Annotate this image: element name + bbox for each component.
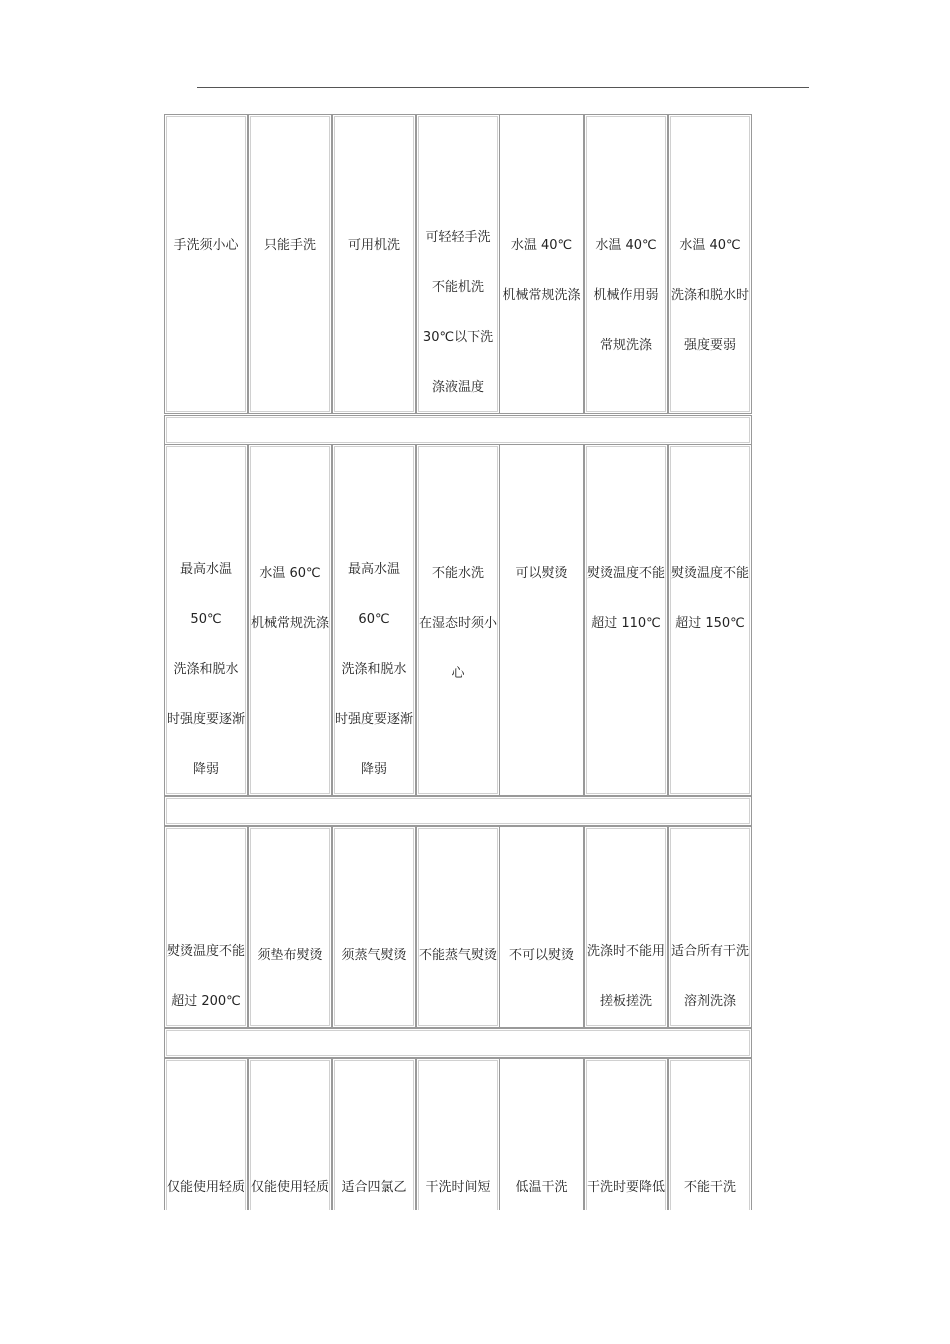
cell-text: 不能水洗 xyxy=(431,566,484,581)
cell-text: 在湿态时须小 xyxy=(418,616,497,631)
cell-text: 涤液温度 xyxy=(431,380,484,395)
cell-text: 水温 60℃ xyxy=(259,566,321,581)
table-cell xyxy=(164,1058,248,1210)
cell-text: 水温 40℃ xyxy=(595,238,657,253)
table-cell xyxy=(584,1058,668,1210)
cell-text: 干洗时要降低 xyxy=(586,1180,665,1195)
cell-text: 时强度要逐渐 xyxy=(166,712,245,727)
table-cell xyxy=(248,444,332,796)
table-cell xyxy=(416,826,500,1028)
cell-text: 50℃ xyxy=(190,612,222,627)
cell-text: 熨烫温度不能 xyxy=(670,566,749,581)
table-cell xyxy=(332,1058,416,1210)
cell-text: 常规洗涤 xyxy=(599,338,652,353)
table-cell xyxy=(332,114,416,414)
cell-text: 超过 110℃ xyxy=(591,616,661,631)
cell-text: 超过 200℃ xyxy=(171,994,241,1009)
table-row xyxy=(164,826,752,1028)
cell-text: 适合所有干洗 xyxy=(670,944,749,959)
table-cell xyxy=(500,826,584,1028)
table-cell xyxy=(668,114,752,414)
cell-text: 最高水温 xyxy=(179,562,232,577)
table-cell xyxy=(248,826,332,1028)
cell-text: 机械常规洗涤 xyxy=(250,616,329,631)
cell-text: 心 xyxy=(451,666,465,681)
cell-text: 时强度要逐渐 xyxy=(334,712,413,727)
table-cell xyxy=(668,826,752,1028)
cell-text: 不能蒸气熨烫 xyxy=(418,948,497,963)
table-cell xyxy=(500,444,584,796)
cell-text: 干洗时间短 xyxy=(425,1180,491,1195)
row-separator xyxy=(164,1028,752,1058)
table-cell xyxy=(164,114,248,414)
table-cell xyxy=(416,114,500,414)
cell-text: 机械作用弱 xyxy=(593,288,659,303)
cell-text: 30℃以下洗 xyxy=(422,330,494,345)
table-row xyxy=(164,1058,752,1210)
cell-text: 可轻轻手洗 xyxy=(425,230,491,245)
cell-text: 不能机洗 xyxy=(431,280,484,295)
header-rule xyxy=(197,87,809,88)
cell-text: 最高水温 xyxy=(347,562,400,577)
table-cell xyxy=(584,444,668,796)
cell-text: 降弱 xyxy=(192,762,219,777)
cell-text: 超过 150℃ xyxy=(675,616,745,631)
cell-text: 仅能使用轻质 xyxy=(166,1180,245,1195)
table-cell xyxy=(584,826,668,1028)
row-separator xyxy=(164,415,752,445)
cell-text: 降弱 xyxy=(360,762,387,777)
cell-text: 洗涤时不能用 xyxy=(586,944,665,959)
cell-text: 须蒸气熨烫 xyxy=(341,948,407,963)
cell-text: 强度要弱 xyxy=(683,338,736,353)
table-cell xyxy=(668,1058,752,1210)
cell-text: 低温干洗 xyxy=(515,1180,568,1195)
cell-text: 只能手洗 xyxy=(263,238,316,253)
table-cell xyxy=(164,444,248,796)
table-row xyxy=(164,444,752,796)
cell-text: 水温 40℃ xyxy=(510,238,573,253)
cell-text: 洗涤和脱水 xyxy=(341,662,407,677)
cell-text: 60℃ xyxy=(358,612,390,627)
table-cell xyxy=(164,826,248,1028)
cell-text: 可以熨烫 xyxy=(515,566,568,581)
cell-text: 须垫布熨烫 xyxy=(257,948,323,963)
table-cell xyxy=(416,1058,500,1210)
cell-text: 机械常规洗涤 xyxy=(502,288,581,303)
cell-text: 手洗须小心 xyxy=(173,238,239,253)
table-cell xyxy=(248,114,332,414)
cell-text: 水温 40℃ xyxy=(679,238,741,253)
table-cell xyxy=(500,114,584,414)
cell-text: 适合四氯乙 xyxy=(341,1180,407,1195)
table-cell xyxy=(332,826,416,1028)
row-separator xyxy=(164,796,752,826)
cell-text: 仅能使用轻质 xyxy=(250,1180,329,1195)
cell-text: 搓板搓洗 xyxy=(599,994,652,1009)
cell-text: 可用机洗 xyxy=(347,238,400,253)
table-cell xyxy=(416,444,500,796)
cell-text: 洗涤和脱水时 xyxy=(670,288,749,303)
cell-text: 熨烫温度不能 xyxy=(586,566,665,581)
cell-text: 不能干洗 xyxy=(683,1180,736,1195)
table-row xyxy=(164,114,752,414)
cell-text: 溶剂洗涤 xyxy=(683,994,736,1009)
table-cell xyxy=(500,1058,584,1210)
table-cell xyxy=(332,444,416,796)
table-cell xyxy=(668,444,752,796)
table-cell xyxy=(584,114,668,414)
cell-text: 不可以熨烫 xyxy=(508,948,574,963)
cell-text: 洗涤和脱水 xyxy=(173,662,239,677)
table-row-partial xyxy=(164,1058,752,1210)
table-cell xyxy=(248,1058,332,1210)
cell-text: 熨烫温度不能 xyxy=(166,944,245,959)
